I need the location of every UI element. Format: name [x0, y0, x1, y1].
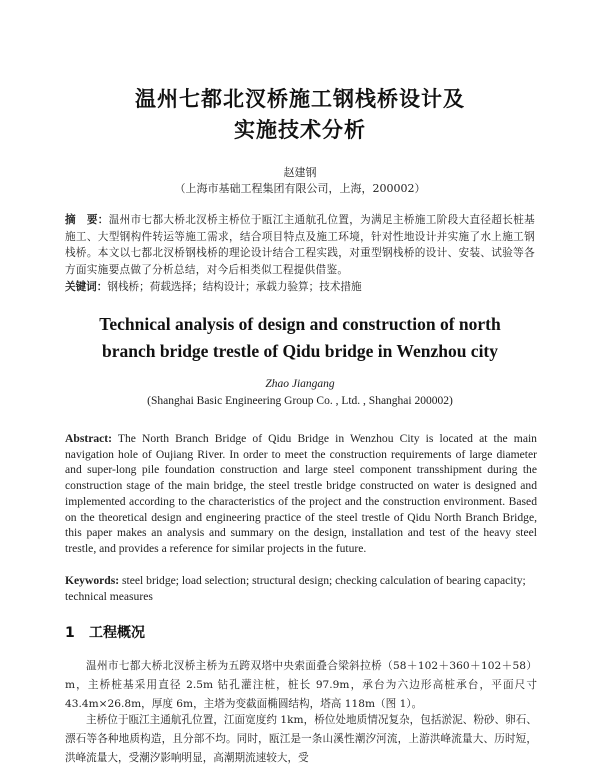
- section-heading: [65, 622, 145, 642]
- chinese-keywords: [65, 279, 535, 295]
- english-affiliation: (Shanghai Basic Engineering Group Co. , Ltd. , Shanghai 200002): [147, 395, 453, 407]
- english-keywords-text: steel bridge; load selection; structural design; checking calculation of bearing capacity; technical measures: [65, 574, 526, 603]
- section-title: 工程概况: [89, 625, 145, 641]
- chinese-abstract-label: 摘 要：: [65, 214, 109, 226]
- chinese-abstract-text: 温州市七都大桥北汊桥主桥位于瓯江主通航孔位置，为满足主桥施工阶段大直径超长桩基施工、大型钢构件转运等施工需求，结合项目特点及施工环境，针对性地设计并实施了水上施工钢栈桥。本文以七都北汊桥钢栈桥的理论设计结合工程实践，对重型钢栈桥的设计、安装、试验等各方面实施要点做了分析总结，对今后相类似工程提供借鉴。: [65, 214, 536, 276]
- body-paragraph-2: 主桥位于瓯江主通航孔位置，江面宽度约 1km，桥位处地质情况复杂，包括淤泥、粉砂、卵石、漂石等各种地质构造，且分部不均。同时，瓯江是一条山溪性潮汐河流，上游洪峰流量大、历时短，洪峰流量大，受潮汐影响明显，高潮期流速较大，受: [65, 714, 537, 764]
- chinese-title-line2: 实施技术分析: [234, 118, 366, 142]
- chinese-title-line1: 温州七都北汊桥施工钢栈桥设计及: [135, 87, 465, 111]
- chinese-author: 赵建钢: [283, 166, 317, 179]
- english-abstract-text: The North Branch Bridge of Qidu Bridge in Wenzhou City is located at the main navigation hole of Oujiang River. In order to meet the construction requirements of large diameter and super-long pile foundation construction and large steel component transshipment during the construction stage of the main bridge, the steel trestle bridge constructed on water is designed and implemented according to the characteristics of the project and the construction environment. Based on the theoretical design and engineering practice of the steel trestle of Qidu North Branch Bridge, this paper makes an analysis and summary on the design, installation and test of the heavy steel trestle, and provides a reference for similar projects in the future.: [65, 432, 537, 555]
- chinese-keywords-text: 钢栈桥；荷载选择；结构设计；承载力验算；技术措施: [107, 281, 362, 293]
- english-abstract-label: Abstract:: [65, 432, 113, 445]
- english-title-line2: branch bridge trestle of Qidu bridge in Wenzhou city: [101, 341, 499, 361]
- english-keywords-label: Keywords:: [65, 574, 120, 587]
- english-author: Zhao Jiangang: [265, 378, 335, 390]
- chinese-affiliation: （上海市基础工程集团有限公司，上海，200002）: [174, 182, 426, 195]
- section-number: 1: [65, 625, 75, 641]
- english-abstract: [65, 431, 537, 557]
- english-keywords: [65, 573, 537, 604]
- body-paragraph-1: 温州市七都大桥北汊桥主桥为五跨双塔中央索面叠合梁斜拉桥（58＋102＋360＋102＋58）m，主桥桩基采用直径 2.5m 钻孔灌注桩，桩长 97.9m，承台为六边形高桩承台，平面尺寸 43.4m×26.8m，厚度 6m，主塔为变截面椭圆结构，塔高 118m（图 1）。: [65, 660, 537, 710]
- chinese-abstract: [65, 212, 535, 278]
- chinese-keywords-label: 关键词：: [65, 281, 108, 293]
- english-title-line1: Technical analysis of design and construction of north: [99, 314, 501, 334]
